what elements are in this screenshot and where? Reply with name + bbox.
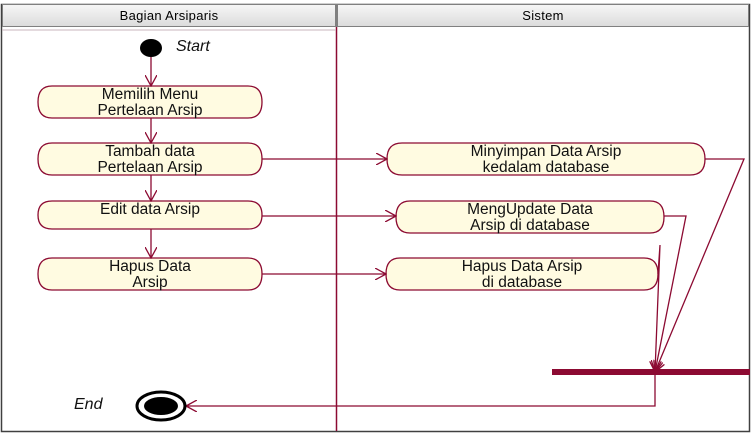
end-label: End [74,396,103,413]
activity-label-mengupdate-data: MengUpdate Data Arsip di database [467,201,593,234]
lane-header-bagian-arsiparis: Bagian Arsiparis [2,4,336,27]
activity-label-memilih-menu: Memilih Menu Pertelaan Arsip [97,86,203,119]
activity-label-minyimpan-data: Minyimpan Data Arsip kedalam database [470,143,622,176]
activity-label-tambah-data: Tambah data Pertelaan Arsip [97,143,203,176]
flow-minyimpan-to-bar [655,159,744,372]
activity-label-hapus-data-database: Hapus Data Arsip di database [461,258,583,291]
start-node [140,39,162,57]
end-node-inner [144,397,178,415]
sync-bar [552,369,750,375]
start-label: Start [176,38,210,55]
flow-mengupdate-to-bar [655,216,686,372]
activity-label-edit-data: Edit data Arsip [100,201,200,218]
activity-label-hapus-data: Hapus Data Arsip [109,258,191,291]
flow-bar-to-end [186,375,655,406]
lane-header-sistem: Sistem [337,4,749,27]
